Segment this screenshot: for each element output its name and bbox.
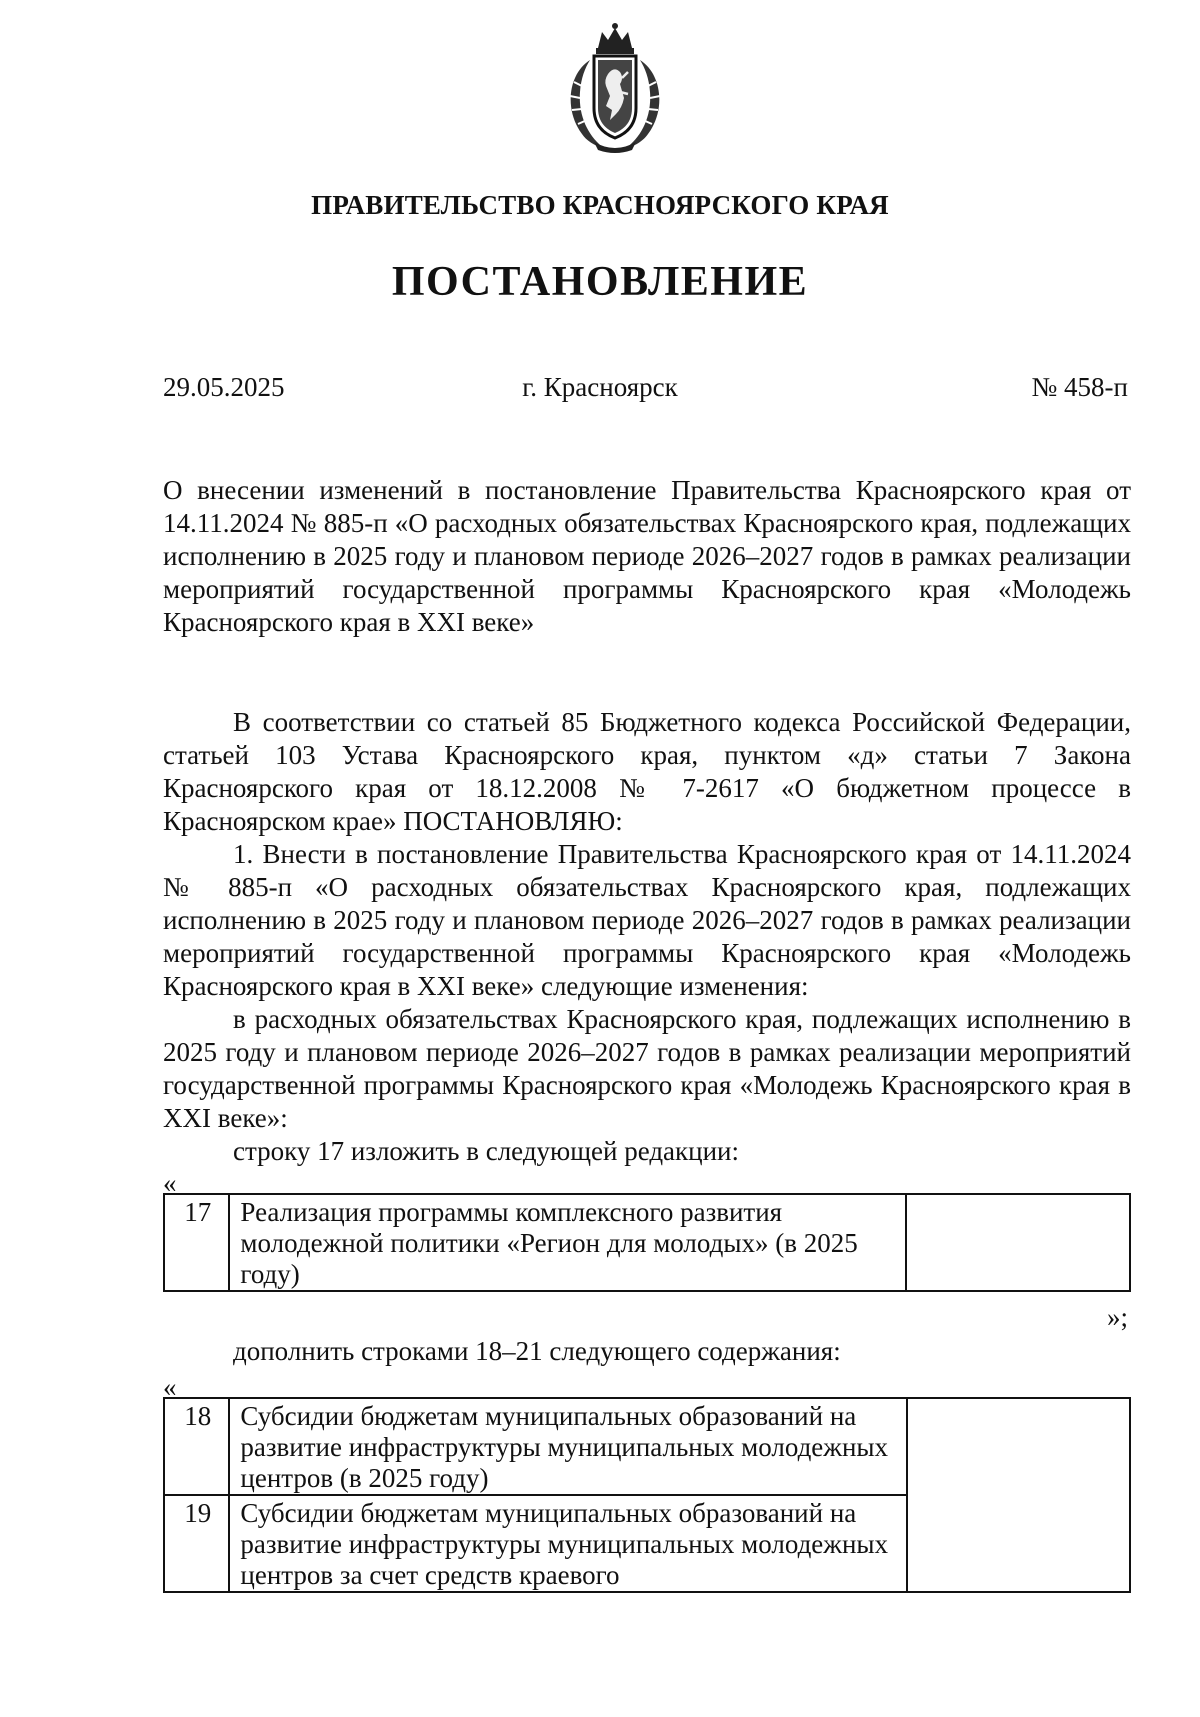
body-paragraph: В соответствии со статьей 85 Бюджетного кодекса Российской Федерации, статьей 103 Устава Красноярского края, пунктом «д» статьи 7 Закона Красноярского края от 18.12.2008 № 7-2617 «О бюджетном процессе в Красноярском крае» ПОСТАНОВЛЯЮ:: [163, 707, 1131, 836]
row-number-cell: 19: [164, 1495, 229, 1592]
document-city: г. Красноярск: [522, 372, 678, 402]
row-empty-cell: [907, 1398, 1131, 1592]
open-quote-mark: «: [163, 1372, 177, 1402]
document-type-title: ПОСТАНОВЛЕНИЕ: [391, 259, 809, 305]
row-text-cell: Реализация программы комплексного развития молодежной политики «Регион для молодых» (в 2025 году): [229, 1194, 906, 1291]
table-row: [164, 1398, 1130, 1495]
open-quote-mark: «: [163, 1168, 177, 1198]
amendment-table-rows-18-19: [163, 1397, 1131, 1593]
body-paragraph: 1. Внести в постановление Правительства Красноярского края от 14.11.2024 № 885-п «О расходных обязательствах Красноярского края, подлежащих исполнению в 2025 году и плановом периоде 2026–2027 годов в рамках реализации мероприятий государственной программы Красноярского края «Молодежь Красноярского края в XXI веке» следующие изменения:: [163, 839, 1131, 1001]
row-empty-cell: [906, 1194, 1130, 1291]
close-quote-mark: »;: [1106, 1302, 1128, 1332]
row-number-cell: 18: [164, 1398, 229, 1495]
add-rows-instruction: дополнить строками 18–21 следующего содержания:: [233, 1336, 841, 1366]
table-row: [164, 1194, 1130, 1291]
row-number-cell: 17: [164, 1194, 229, 1291]
row-text-cell: Субсидии бюджетам муниципальных образований на развитие инфраструктуры муниципальных молодежных центров за счет средств краевого: [229, 1495, 906, 1592]
document-date: 29.05.2025: [163, 372, 285, 402]
government-name: ПРАВИТЕЛЬСТВО КРАСНОЯРСКОГО КРАЯ: [311, 190, 889, 220]
document-subject: О внесении изменений в постановление Правительства Красноярского края от 14.11.2024 № 885-п «О расходных обязательствах Красноярского края, подлежащих исполнению в 2025 году и плановом периоде 2026–2027 годов в рамках реализации мероприятий государственной программы Красноярского края «Молодежь Красноярского края в XXI веке»: [163, 475, 1131, 637]
row-text-cell: Субсидии бюджетам муниципальных образований на развитие инфраструктуры муниципальных молодежных центров (в 2025 году): [229, 1398, 906, 1495]
document-body: [163, 706, 1131, 1168]
body-paragraph: строку 17 изложить в следующей редакции:: [233, 1136, 740, 1166]
document-number: № 458-п: [1031, 372, 1128, 402]
coat-of-arms-emblem: [560, 22, 670, 154]
body-paragraph: в расходных обязательствах Красноярского края, подлежащих исполнению в 2025 году и плановом периоде 2026–2027 годов в рамках реализации мероприятий государственной программы Красноярского края «Молодежь Красноярского края в XXI веке»:: [163, 1004, 1131, 1133]
amendment-table-row-17: [163, 1193, 1131, 1292]
